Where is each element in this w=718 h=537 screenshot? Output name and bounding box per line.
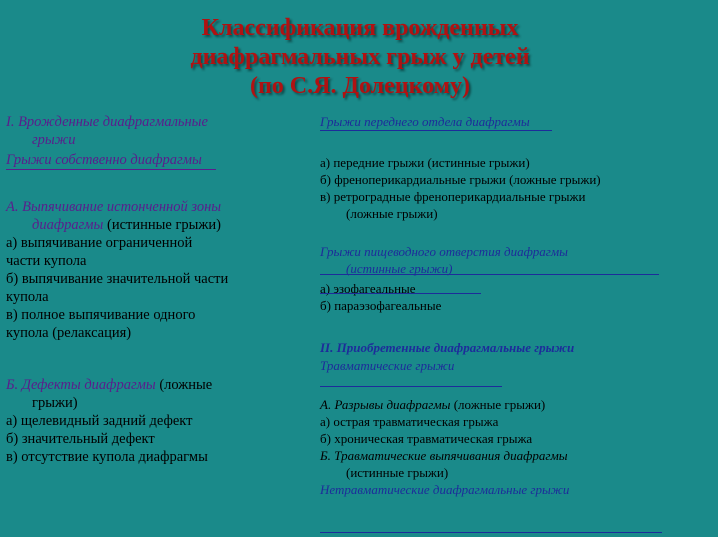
page-title	[130, 14, 590, 101]
group-b-title-normal: (ложные	[155, 377, 213, 393]
rupture-title-normal: (ложные грыжи)	[450, 397, 546, 412]
esophageal-list	[320, 280, 441, 314]
rupture-item: б) хроническая травматическая грыжа	[320, 431, 533, 446]
group-b-item: б) значительный дефект	[6, 431, 155, 447]
left-group-a	[6, 198, 306, 342]
group-a-item: части купола	[6, 253, 87, 269]
title-line-1: Классификация врожденных	[201, 15, 519, 41]
left-subheading-text: Грыжи собственно диафрагмы	[6, 151, 216, 170]
esophageal-item: а) эзофагеальные	[320, 281, 416, 296]
left-subheading	[6, 151, 216, 170]
group-a-item: купола	[6, 289, 49, 305]
group-b-title-italic: Б. Дефекты диафрагмы	[6, 377, 156, 393]
rupture-group	[320, 396, 712, 498]
bottom-rule	[320, 532, 662, 533]
group-a-title-2-italic: диафрагмы	[32, 217, 104, 233]
esophageal-heading	[320, 243, 568, 277]
nontraumatic-heading: Нетравматические диафрагмальные грыжи	[320, 482, 570, 497]
front-hernia-list	[320, 154, 712, 222]
front-hernia-item: б) френоперикардиальные грыжи (ложные грыжи)	[320, 172, 601, 187]
traumatic-protrusion-cont: (истинные грыжи)	[346, 465, 449, 480]
group-a-item: купола (релаксация)	[6, 325, 132, 341]
traumatic-heading: Травматические грыжи	[320, 358, 455, 373]
left-group-b	[6, 376, 306, 466]
group-b-item: а) щелевидный задний дефект	[6, 413, 193, 429]
group-b-title-2: грыжи)	[32, 395, 78, 411]
esophageal-heading-line-2: (истинные грыжи)	[346, 261, 453, 276]
left-heading-line-1: I. Врожденные диафрагмальные	[6, 114, 208, 130]
group-a-item: в) полное выпячивание одного	[6, 307, 196, 323]
rupture-item: а) острая травматическая грыжа	[320, 414, 499, 429]
front-hernia-item: в) ретроградные френоперикардиальные грыжи	[320, 189, 586, 204]
esophageal-heading-line-1: Грыжи пищеводного отверстия диафрагмы	[320, 244, 568, 259]
front-hernia-heading-text: Грыжи переднего отдела диафрагмы	[320, 113, 552, 131]
traumatic-heading-rule	[320, 386, 502, 387]
esophageal-item-rule	[320, 293, 481, 294]
front-hernia-item-cont: (ложные грыжи)	[346, 206, 438, 221]
rupture-title	[320, 396, 712, 413]
front-hernia-heading	[320, 113, 552, 131]
left-heading-line-2: грыжи	[32, 132, 76, 148]
front-hernia-item: а) передние грыжи (истинные грыжи)	[320, 155, 530, 170]
acquired-heading: II. Приобретенные диафрагмальные грыжи	[320, 340, 575, 355]
title-line-3: (по С.Я. Долецкому)	[249, 73, 471, 99]
group-a-title: А. Выпячивание истонченной зоны	[6, 199, 222, 215]
esophageal-item: б) параэзофагеальные	[320, 298, 442, 313]
rupture-title-italic: А. Разрывы диафрагмы	[320, 397, 451, 412]
traumatic-protrusion-title: Б. Травматические выпячивания диафрагмы	[320, 448, 568, 463]
group-a-item: б) выпячивание значительной части	[6, 271, 229, 287]
title-line-2: диафрагмальных грыж у детей	[190, 44, 530, 70]
group-a-title-2-normal: (истинные грыжи)	[103, 217, 221, 233]
left-section-heading	[6, 113, 306, 149]
group-b-title	[6, 376, 306, 394]
group-a-item: а) выпячивание ограниченной	[6, 235, 193, 251]
group-a-title-2	[6, 216, 306, 234]
group-b-item: в) отсутствие купола диафрагмы	[6, 449, 208, 465]
esophageal-heading-rule	[320, 274, 659, 275]
